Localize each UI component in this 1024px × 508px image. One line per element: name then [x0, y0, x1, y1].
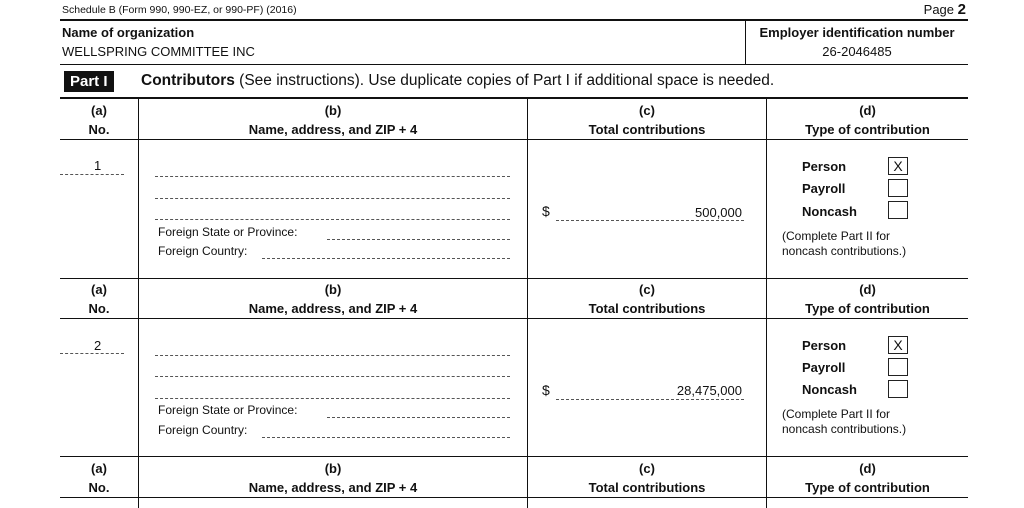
payroll-label: Payroll — [802, 360, 846, 375]
dollar-sign: $ — [542, 203, 550, 219]
part-label: Part I — [64, 71, 114, 92]
row-rule — [60, 278, 968, 279]
foreign-state-line[interactable] — [327, 239, 510, 240]
person-checkbox[interactable]: X — [888, 157, 908, 175]
foreign-country-line[interactable] — [262, 258, 510, 259]
foreign-state-label: Foreign State or Province: — [158, 225, 298, 239]
col-a-letter: (a) — [91, 282, 107, 297]
noncash-note-line2: noncash contributions.) — [782, 422, 907, 436]
col-d-name: Type of contribution — [805, 122, 930, 137]
payroll-label: Payroll — [802, 181, 846, 196]
col-d-letter: (d) — [859, 461, 876, 476]
col-b-letter: (b) — [324, 461, 342, 476]
schedule-label: Schedule B (Form 990, 990-EZ, or 990-PF) (2016) — [62, 4, 297, 16]
page-label: Page — [923, 2, 955, 17]
col-d-letter: (d) — [859, 103, 876, 118]
col-a-letter: (a) — [91, 461, 107, 476]
amount-line — [556, 399, 744, 400]
foreign-state-label: Foreign State or Province: — [158, 403, 298, 417]
header-row-rule — [60, 318, 968, 319]
foreign-country-line[interactable] — [262, 437, 510, 438]
address-line[interactable] — [155, 355, 510, 356]
number-line — [60, 174, 124, 175]
col-c-name: Total contributions — [588, 301, 706, 316]
row-rule — [60, 456, 968, 457]
col-a-name: No. — [88, 480, 110, 495]
foreign-country-label: Foreign Country: — [158, 244, 248, 258]
header-row-rule — [60, 139, 968, 140]
part-title: Contributors — [141, 72, 235, 89]
person-label: Person — [802, 338, 847, 353]
ein-label: Employer identification number — [759, 25, 955, 40]
col-b-name: Name, address, and ZIP + 4 — [248, 301, 418, 316]
contributor-number: 2 — [94, 338, 102, 353]
page-indicator — [924, 1, 966, 18]
foreign-country-label: Foreign Country: — [158, 423, 248, 437]
col-b-name: Name, address, and ZIP + 4 — [248, 122, 418, 137]
col-c-letter: (c) — [639, 282, 655, 297]
ein-value: 26-2046485 — [822, 44, 892, 59]
col-c-name: Total contributions — [588, 480, 706, 495]
address-line[interactable] — [155, 219, 510, 220]
address-line[interactable] — [155, 398, 510, 399]
org-name-label: Name of organization — [62, 25, 195, 40]
foreign-state-line[interactable] — [327, 417, 510, 418]
contributor-number: 1 — [94, 158, 102, 173]
noncash-label: Noncash — [802, 204, 857, 219]
col-d-name: Type of contribution — [805, 480, 930, 495]
person-label: Person — [802, 159, 847, 174]
col-c-name: Total contributions — [588, 122, 706, 137]
part-rule — [60, 97, 968, 99]
col-a-name: No. — [88, 301, 110, 316]
part-title-line — [141, 72, 774, 90]
col-b-name: Name, address, and ZIP + 4 — [248, 480, 418, 495]
col-a-name: No. — [88, 122, 110, 137]
address-line[interactable] — [155, 376, 510, 377]
header-row-rule — [60, 497, 968, 498]
col-a-letter: (a) — [91, 103, 107, 118]
col-d-letter: (d) — [859, 282, 876, 297]
contribution-amount: 28,475,000 — [676, 383, 742, 398]
header-rule — [60, 19, 968, 21]
noncash-note-line1: (Complete Part II for — [782, 229, 891, 243]
contribution-amount: 500,000 — [695, 205, 742, 220]
noncash-label: Noncash — [802, 382, 857, 397]
person-checkbox[interactable]: X — [888, 336, 908, 354]
part-instructions: (See instructions). Use duplicate copies of Part I if additional space is needed. — [239, 72, 775, 89]
col-c-letter: (c) — [639, 461, 655, 476]
noncash-checkbox[interactable] — [888, 201, 908, 219]
page-number: 2 — [957, 1, 966, 18]
col-c-letter: (c) — [639, 103, 655, 118]
col-b-letter: (b) — [324, 103, 342, 118]
col-d-name: Type of contribution — [805, 301, 930, 316]
noncash-note-line2: noncash contributions.) — [782, 244, 907, 258]
org-rule — [60, 64, 968, 65]
payroll-checkbox[interactable] — [888, 179, 908, 197]
amount-line — [556, 220, 744, 221]
col-b-letter: (b) — [324, 282, 342, 297]
dollar-sign: $ — [542, 382, 550, 398]
noncash-checkbox[interactable] — [888, 380, 908, 398]
address-line[interactable] — [155, 176, 510, 177]
org-name: WELLSPRING COMMITTEE INC — [62, 44, 255, 59]
address-line[interactable] — [155, 198, 510, 199]
payroll-checkbox[interactable] — [888, 358, 908, 376]
noncash-note-line1: (Complete Part II for — [782, 407, 891, 421]
number-line — [60, 353, 124, 354]
